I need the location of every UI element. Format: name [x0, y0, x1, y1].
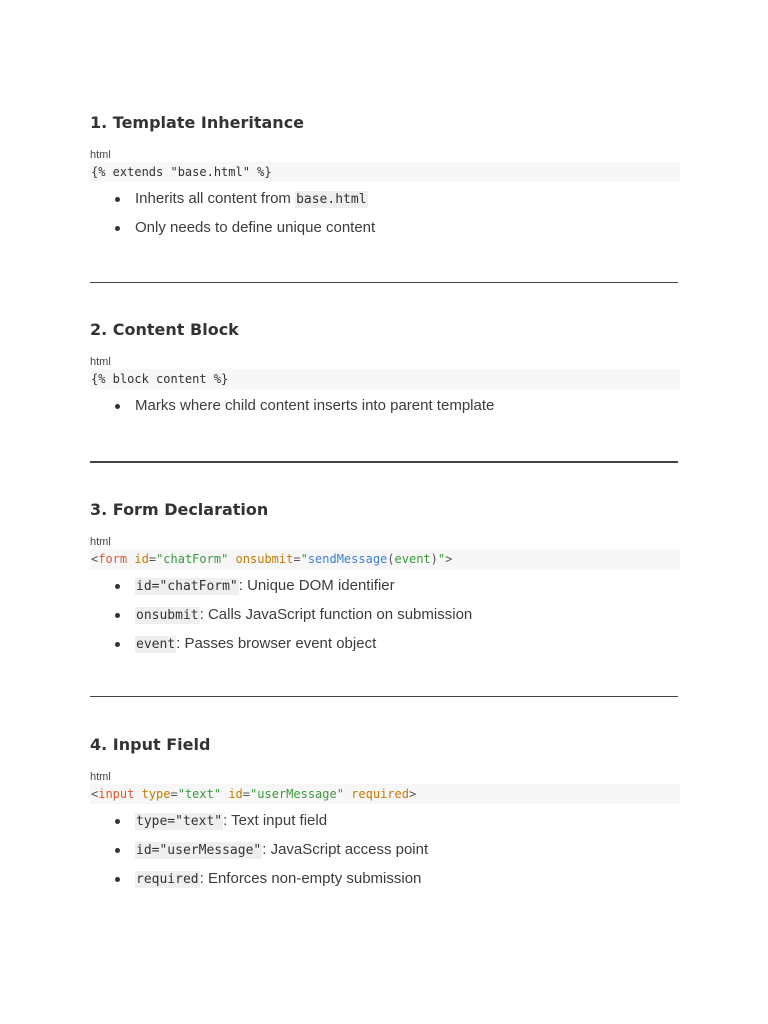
- code-block: {% block content %}: [90, 369, 680, 389]
- code-token: ": [300, 552, 308, 566]
- list-item: [90, 185, 680, 214]
- code-token: id: [228, 787, 243, 801]
- bullet-list: [90, 572, 680, 659]
- code-token: <: [91, 552, 99, 566]
- section-divider: [90, 461, 678, 463]
- list-item-text: : Text input field: [223, 812, 328, 829]
- list-item-text: : Unique DOM identifier: [238, 577, 395, 594]
- section-divider: [90, 696, 678, 697]
- list-item: [90, 572, 680, 601]
- code-token: "chatForm": [156, 552, 229, 566]
- section-form-declaration: [90, 500, 680, 659]
- inline-code: required: [136, 872, 199, 887]
- inline-code: id="userMessage": [136, 843, 262, 858]
- bullet-list: [90, 392, 680, 420]
- code-token: =: [242, 787, 251, 801]
- code-token: =: [293, 552, 301, 566]
- section-template-inheritance: [90, 113, 680, 242]
- code-token: form: [98, 552, 128, 566]
- section-title: 4. Input Field: [90, 735, 211, 754]
- code-token: =: [148, 552, 157, 566]
- code-language-label: html: [90, 149, 111, 161]
- section-divider: [90, 282, 678, 283]
- list-item-text: : Enforces non-empty submission: [199, 870, 422, 887]
- code-token: <: [91, 787, 99, 801]
- inline-code: id="chatForm": [136, 579, 238, 594]
- code-token: >: [445, 552, 453, 566]
- inline-code: onsubmit: [136, 608, 199, 623]
- code-language-label: html: [90, 771, 111, 783]
- list-item-text: : Calls JavaScript function on submission: [199, 606, 473, 623]
- code-language-label: html: [90, 536, 111, 548]
- bullet-list: [90, 807, 680, 894]
- code-language-label: html: [90, 356, 111, 368]
- inline-code: base.html: [296, 192, 367, 207]
- list-item-text: : JavaScript access point: [262, 841, 429, 858]
- code-token: ): [430, 552, 438, 566]
- code-token: input: [98, 787, 135, 801]
- list-item-text: Marks where child content inserts into parent template: [135, 397, 495, 414]
- code-token: "userMessage": [250, 787, 344, 801]
- code-token: =: [170, 787, 178, 801]
- code-block: [90, 549, 680, 569]
- list-item: [90, 214, 680, 242]
- code-token: (: [387, 552, 395, 566]
- code-token: event: [394, 552, 431, 566]
- list-item: [90, 807, 680, 836]
- code-token: onsubmit: [235, 552, 294, 566]
- list-item: [90, 601, 680, 630]
- inline-code: event: [136, 637, 176, 652]
- list-item: [90, 836, 680, 865]
- code-token: sendMessage: [307, 552, 388, 566]
- section-content-block: [90, 320, 680, 420]
- list-item-text: : Passes browser event object: [176, 635, 377, 652]
- list-item-text: Only needs to define unique content: [135, 219, 376, 236]
- inline-code: type="text": [136, 814, 223, 829]
- code-block: {% extends "base.html" %}: [90, 162, 680, 182]
- list-item: [90, 630, 680, 659]
- list-item: [90, 392, 680, 420]
- section-title: 2. Content Block: [90, 320, 239, 339]
- code-token: >: [408, 787, 417, 801]
- code-token: required: [351, 787, 409, 801]
- section-title: 1. Template Inheritance: [90, 113, 305, 132]
- list-item-text: Inherits all content from: [135, 190, 296, 207]
- section-input-field: [90, 735, 680, 894]
- code-token: type: [141, 787, 171, 801]
- code-token: "text": [177, 787, 222, 801]
- list-item: [90, 865, 680, 894]
- bullet-list: [90, 185, 680, 242]
- section-title: 3. Form Declaration: [90, 500, 269, 519]
- code-token: id: [134, 552, 149, 566]
- code-token: ": [437, 552, 446, 566]
- code-block: [90, 784, 680, 804]
